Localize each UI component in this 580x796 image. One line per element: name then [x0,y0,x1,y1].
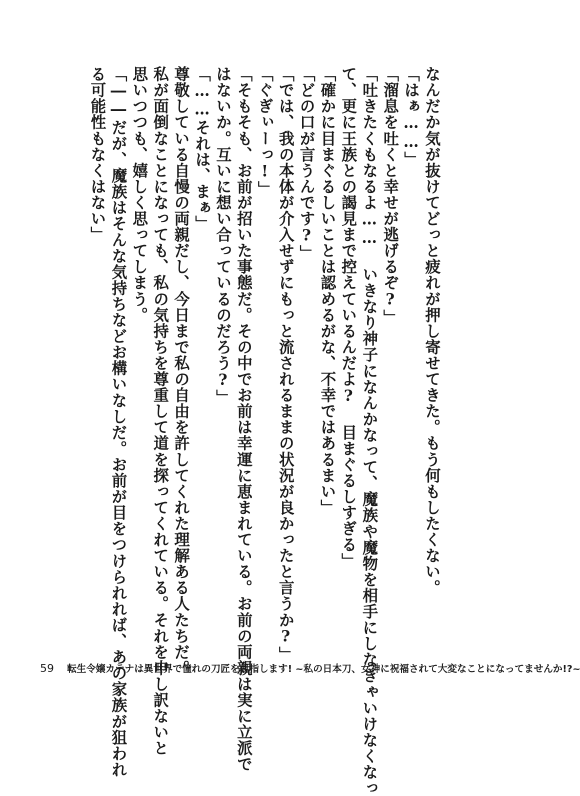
text-line: 「……それは、まぁ」 [193,66,212,232]
text-line: 思いつつも、嬉しく思ってしまう。 [130,66,149,323]
text-line: 「どの口が言うんです?」 [297,66,316,262]
page-footer [40,660,580,678]
text-line: はないか。互いに想い合っているのだろう?」 [213,66,232,406]
text-line: 尊敬している自慢の両親だし、今日まで私の自由を許してくれた理解ある人たちだ。 [172,66,191,676]
text-line: 「溜息を吐くと幸せが逃げるぞ?」 [381,66,400,326]
text-line: 「ぐぎぃーっ!」 [255,66,274,197]
text-line: 「吐きたくもなるよ…… いきなり神子になんかなって、魔族や魔物を相手にしなきゃいけなくなっ [360,66,379,796]
text-line: 「そもそも、お前が招いた事態だ。その中でお前は幸運に恵まれている。お前の両親は実に立派で [234,66,253,773]
text-line: 「――だが、魔族はそんな気持ちなどお構いなしだ。お前が目をつけられれば、あの家族が狙われ [109,66,128,778]
page-number: 59 [40,662,54,675]
text-line: る可能性もなくはない」 [88,66,107,243]
text-line: 私が面倒なことになっても、私の気持ちを尊重して道を探ってくれている。それを申し訳ないと [151,66,170,757]
text-line: 「確かに目まぐるしいことは認めるがな、不幸ではあるまい」 [318,66,337,516]
text-line: 「では、我の本体が介入せずにもっと流されるままの状況が良かったと言うか?」 [276,66,295,663]
text-line: 「はぁ……」 [402,66,421,168]
book-title: 転生令嬢カテナは異世界で憧れの刀匠を目指します! ~私の日本刀、女神に祝福されて大変なことになってませんか!?~ [67,664,580,675]
text-line: て、更に王族との謁見まで控えているんだよ? 目まぐるしすぎる」 [339,66,358,569]
text-line: なんだか気が抜けてどっと疲れが押し寄せてきた。もう何もしたくない。 [423,66,441,596]
